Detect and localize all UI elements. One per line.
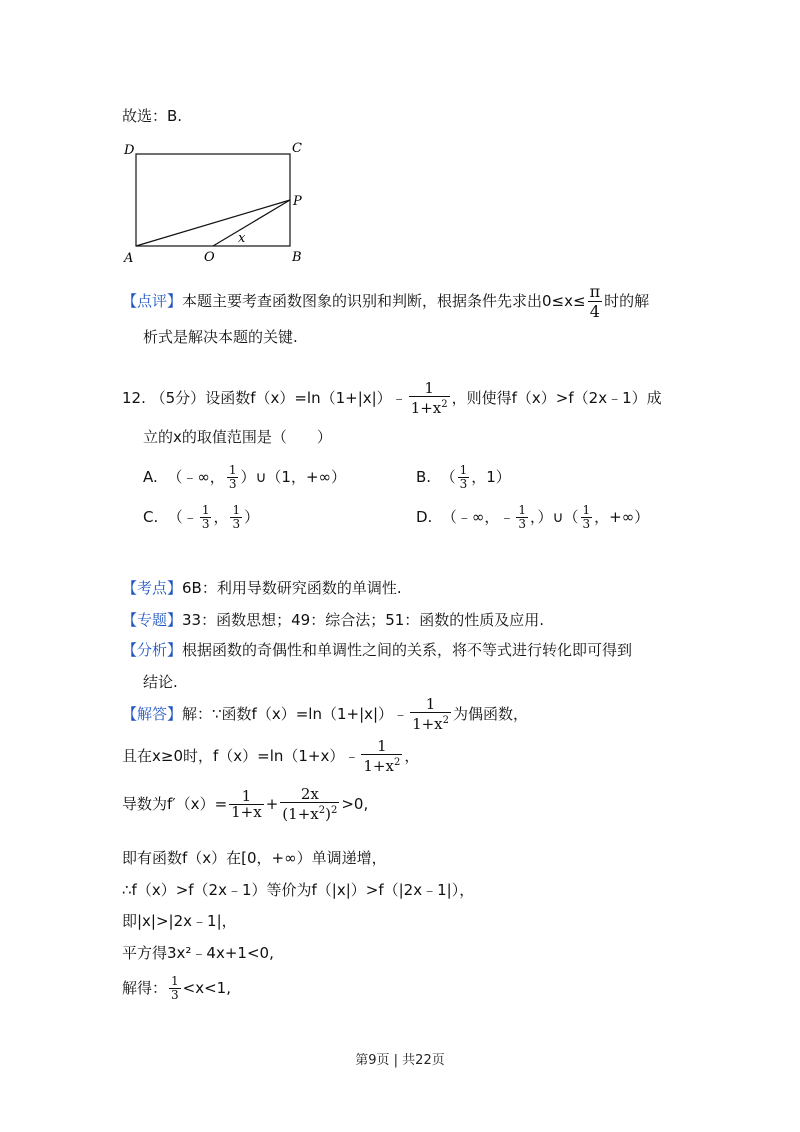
label-b: B	[292, 250, 302, 265]
solution-step-3: 即有函数f（x）在[0，+∞）单调递增，	[122, 849, 387, 867]
solution-step-2: 导数为f′（x）= $\frac{1}{1+x}$ + $\frac{2x}{(1+x^2)^2}$ >0,	[122, 785, 369, 823]
question-12-line-1: 12. （5分）设函数f（x）=ln（1+|x|）﹣ $\frac{1}{1+x^2}$ ，则使得f（x）>f（2x﹣1）成	[122, 379, 662, 417]
solution-step-6: 平方得3x²﹣4x+1<0,	[122, 944, 274, 962]
solution-step-7: 解得： $\frac{1}{3}$ <x<1,	[122, 974, 231, 1002]
option-d[interactable]: D. （﹣∞，﹣ $\frac{1}{3}$ ，）∪（ $\frac{1}{3}$ ，+∞）	[416, 503, 650, 531]
label-d: D	[124, 143, 135, 158]
fraction-1-over-1-plus-x2: $\frac{1}{1+x^2}$	[410, 379, 448, 417]
option-b[interactable]: B. （ $\frac{1}{3}$ ，1）	[416, 463, 511, 491]
solution-step-4: ∴f（x）>f（2x﹣1）等价为f（|x|）>f（|2x﹣1|），	[122, 881, 475, 899]
label-p: P	[293, 194, 302, 209]
question-12-line-2: 立的x的取值范围是（ ）	[143, 428, 332, 446]
zhuanti-line: 【专题】33：函数思想；49：综合法；51：函数的性质及应用.	[122, 611, 545, 629]
option-a[interactable]: A. （﹣∞， $\frac{1}{3}$ ）∪（1，+∞）	[143, 463, 347, 491]
label-a: A	[124, 251, 134, 265]
comment-tag: 【点评】	[122, 292, 183, 310]
solution-step-5: 即|x|>|2x﹣1|，	[122, 912, 237, 930]
answer-line: 故选：B.	[122, 107, 183, 125]
comment-line-1: 【点评】本题主要考查函数图象的识别和判断，根据条件先求出0≤x≤ $\frac{\pi}{4}$ 时的解	[122, 282, 650, 321]
label-c: C	[292, 141, 302, 156]
rectangle-figure	[118, 135, 318, 269]
fenxi-line-1: 【分析】根据函数的奇偶性和单调性之间的关系，将不等式进行转化即可得到	[122, 641, 633, 659]
option-c[interactable]: C. （﹣ $\frac{1}{3}$ ， $\frac{1}{3}$ ）	[143, 503, 260, 531]
comment-line-2: 析式是解决本题的关键.	[143, 328, 298, 346]
pi-over-4: $\frac{\pi}{4}$	[589, 282, 601, 321]
label-x: x	[238, 231, 246, 246]
page-footer: 第9页 | 共22页	[355, 1053, 445, 1068]
fenxi-line-2: 结论.	[143, 673, 178, 691]
label-o: O	[204, 250, 215, 265]
jieda-line: 【解答】解：∵函数f（x）=ln（1+|x|）﹣ $\frac{1}{1+x^2}$ 为偶函数，	[122, 695, 529, 733]
solution-step-1: 且在x≥0时，f（x）=ln（1+x）﹣ $\frac{1}{1+x^2}$ ，	[122, 737, 420, 775]
kaodian-line: 【考点】6B：利用导数研究函数的单调性.	[122, 579, 402, 597]
